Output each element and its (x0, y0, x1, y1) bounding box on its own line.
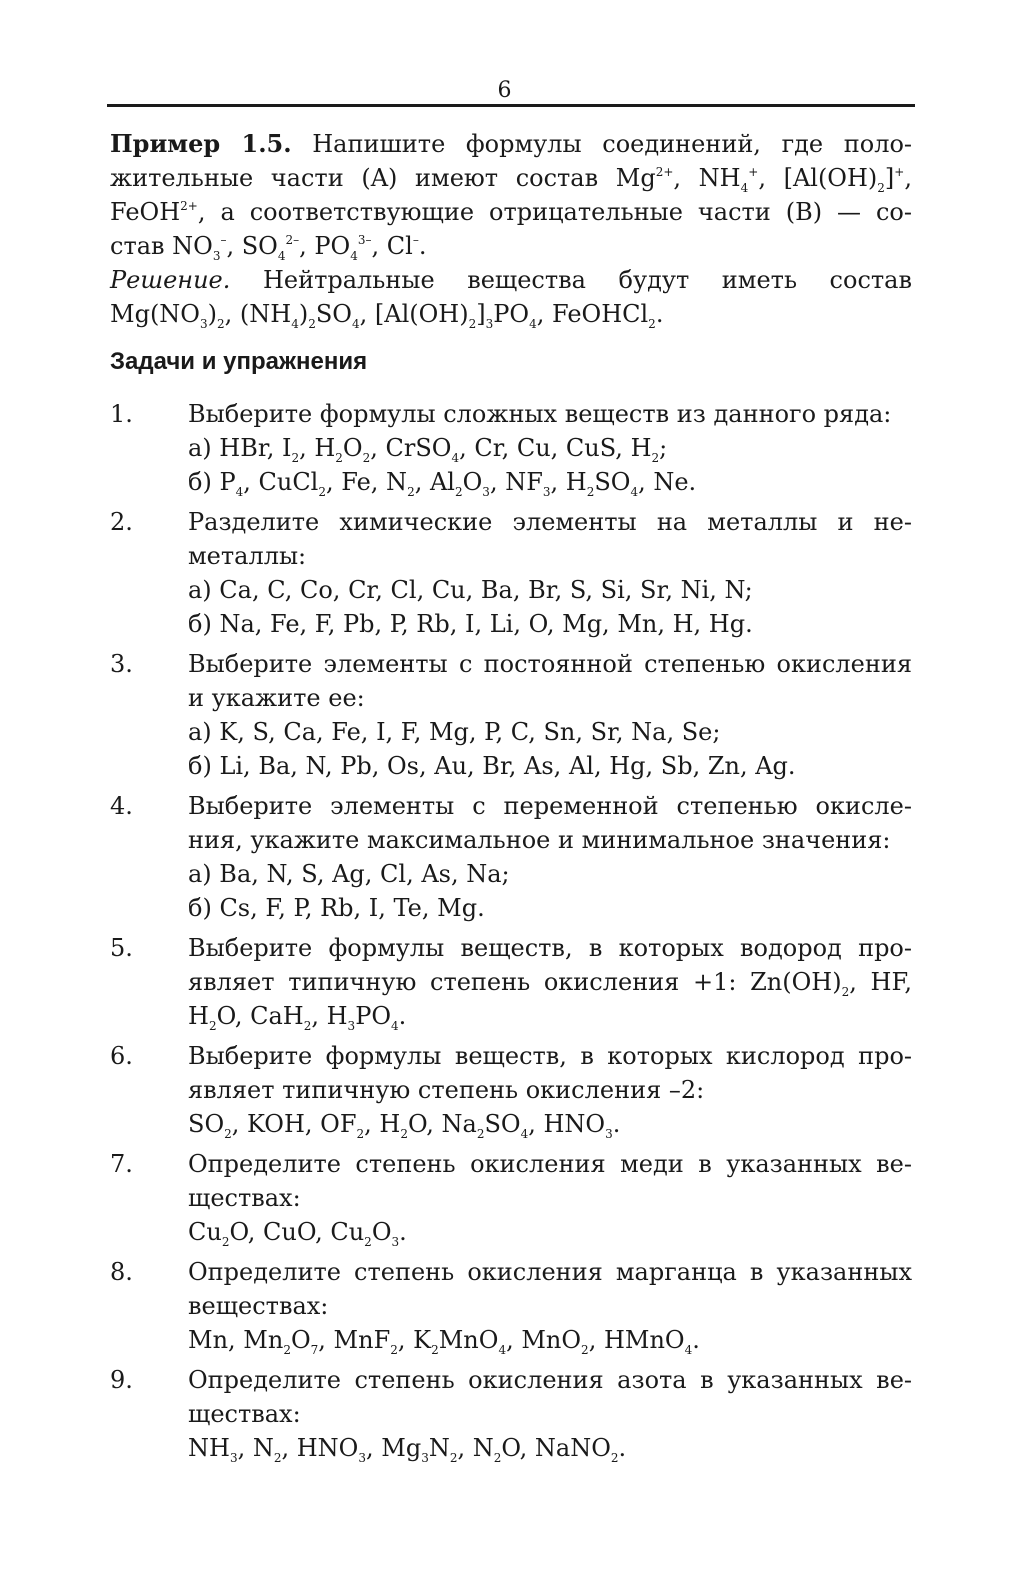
task-option-b: б) Cs, F, P, Rb, I, Te, Mg. (188, 894, 485, 922)
task-number: 8. (110, 1258, 133, 1286)
example-line-4: став $NO_3^-$, $SO_4^{2-}$, $PO_4^{3-}$, Cl–. (110, 232, 427, 263)
example-line-2: жительные части (A) имеют состав $Mg^{2+}$, $NH_4^+$, $[Al(OH)_2]^+$, (110, 164, 912, 195)
task-text-cont: ществах: (188, 1184, 301, 1212)
task-number: 5. (110, 934, 133, 962)
task-formulas: $SO_2$, KOH, $OF_2$, $H_2O$, $Na_2SO_4$, $HNO_3$. (188, 1110, 621, 1141)
header-rule (107, 104, 915, 107)
example-text-3: , а соответствующие отрицательные части (B) — со- (197, 198, 912, 226)
task-text: Выберите формулы веществ, в которых кислород про- (188, 1042, 912, 1070)
task-number: 1. (110, 400, 133, 428)
task-text: Выберите формулы сложных веществ из данного ряда: (188, 400, 892, 428)
task-1 (110, 397, 912, 499)
task-2 (110, 505, 912, 641)
example-text-1: Напишите формулы соединений, где поло- (312, 130, 912, 158)
task-option-a: а) Ca, C, Co, Cr, Cl, Cu, Ba, Br, S, Si, Sr, Ni, N; (188, 576, 753, 604)
example-line-3: FeOH$^{2+}$, а соответствующие отрицательные части (B) — со- (110, 198, 912, 226)
section-title: Задачи и упражнения (110, 348, 368, 375)
example-line-1 (110, 127, 912, 161)
task-6 (110, 1039, 912, 1141)
task-text: Определите степень окисления меди в указанных ве- (188, 1150, 912, 1178)
task-option-b: б) Na, Fe, F, Pb, P, Rb, I, Li, O, Mg, Mn, H, Hg. (188, 610, 753, 638)
task-formulas: Mn, $Mn_2O_7$, MnF$_2$, $K_2MnO_4$, MnO$_2$, HMnO$_4$. (188, 1326, 700, 1357)
task-number: 7. (110, 1150, 133, 1178)
example-text-4: став NO (110, 232, 213, 260)
task-3 (110, 647, 912, 783)
task-text-cont: ществах: (188, 1400, 301, 1428)
example-text-2: жительные части (A) имеют состав Mg (110, 164, 656, 192)
task-text: Выберите формулы веществ, в которых водород про- (188, 934, 912, 962)
task-option-a: а) HBr, $I_2$, $H_2O_2$, CrSO$_4$, Cr, Cu, CuS, $H_2$; (188, 434, 668, 465)
task-text-cont: являет типичную степень окисления –2: (188, 1076, 705, 1104)
task-text: Определите степень окисления азота в указанных ве- (188, 1366, 912, 1394)
task-option-a: а) K, S, Ca, Fe, I, F, Mg, P, C, Sn, Sr, Na, Se; (188, 718, 721, 746)
task-option-b: б) $P_4$, CuCl$_2$, Fe, $N_2$, $Al_2O_3$, $NF_3$, $H_2SO_4$, Ne. (188, 468, 697, 499)
task-4 (110, 789, 912, 925)
task-number: 2. (110, 508, 133, 536)
task-text-cont: являет типичную степень окисления +1: $Zn(OH)_2$, HF, (188, 968, 913, 999)
task-text: Разделите химические элементы на металлы и не- (188, 508, 912, 536)
task-7 (110, 1147, 912, 1249)
example-heading: Пример 1.5. (110, 129, 292, 158)
task-text-cont: металлы: (188, 542, 307, 570)
task-5 (110, 931, 912, 1033)
task-number: 3. (110, 650, 133, 678)
task-formulas: $H_2O$, CaH$_2$, $H_3PO_4$. (188, 1002, 407, 1033)
task-8 (110, 1255, 912, 1357)
task-number: 9. (110, 1366, 133, 1394)
task-text-span: являет типичную степень окисления +1: Zn(OH) (188, 968, 842, 996)
task-formulas: $NH_3$, $N_2$, $HNO_3$, $Mg_3N_2$, $N_2O$, NaNO$_2$. (188, 1434, 627, 1465)
solution-line-1 (110, 263, 912, 297)
solution-label: Решение. (110, 266, 231, 294)
solution-line-2: $Mg(NO_3)_2$, $(NH_4)_2SO_4$, $[Al(OH)_2]_3PO_4$, FeOHCl$_2$. (110, 300, 664, 331)
page-number: 6 (497, 78, 512, 103)
page-body (110, 127, 912, 1471)
task-text-cont: ния, укажите максимальное и минимальное значения: (188, 826, 891, 854)
task-text-cont: и укажите ее: (188, 684, 365, 712)
solution-text: Нейтральные вещества будут иметь состав (262, 266, 912, 294)
task-number: 4. (110, 792, 133, 820)
task-option-b: б) Li, Ba, N, Pb, Os, Au, Br, As, Al, Hg, Sb, Zn, Ag. (188, 752, 796, 780)
task-text-cont: веществах: (188, 1292, 329, 1320)
task-9 (110, 1363, 912, 1465)
task-option-a: а) Ba, N, S, Ag, Cl, As, Na; (188, 860, 510, 888)
task-text: Выберите элементы с переменной степенью окисле- (188, 792, 912, 820)
task-number: 6. (110, 1042, 133, 1070)
task-formulas: $Cu_2O$, CuO, $Cu_2O_3$. (188, 1218, 407, 1249)
task-text: Определите степень окисления марганца в указанных (188, 1258, 912, 1286)
task-text: Выберите элементы с постоянной степенью окисления (188, 650, 912, 678)
